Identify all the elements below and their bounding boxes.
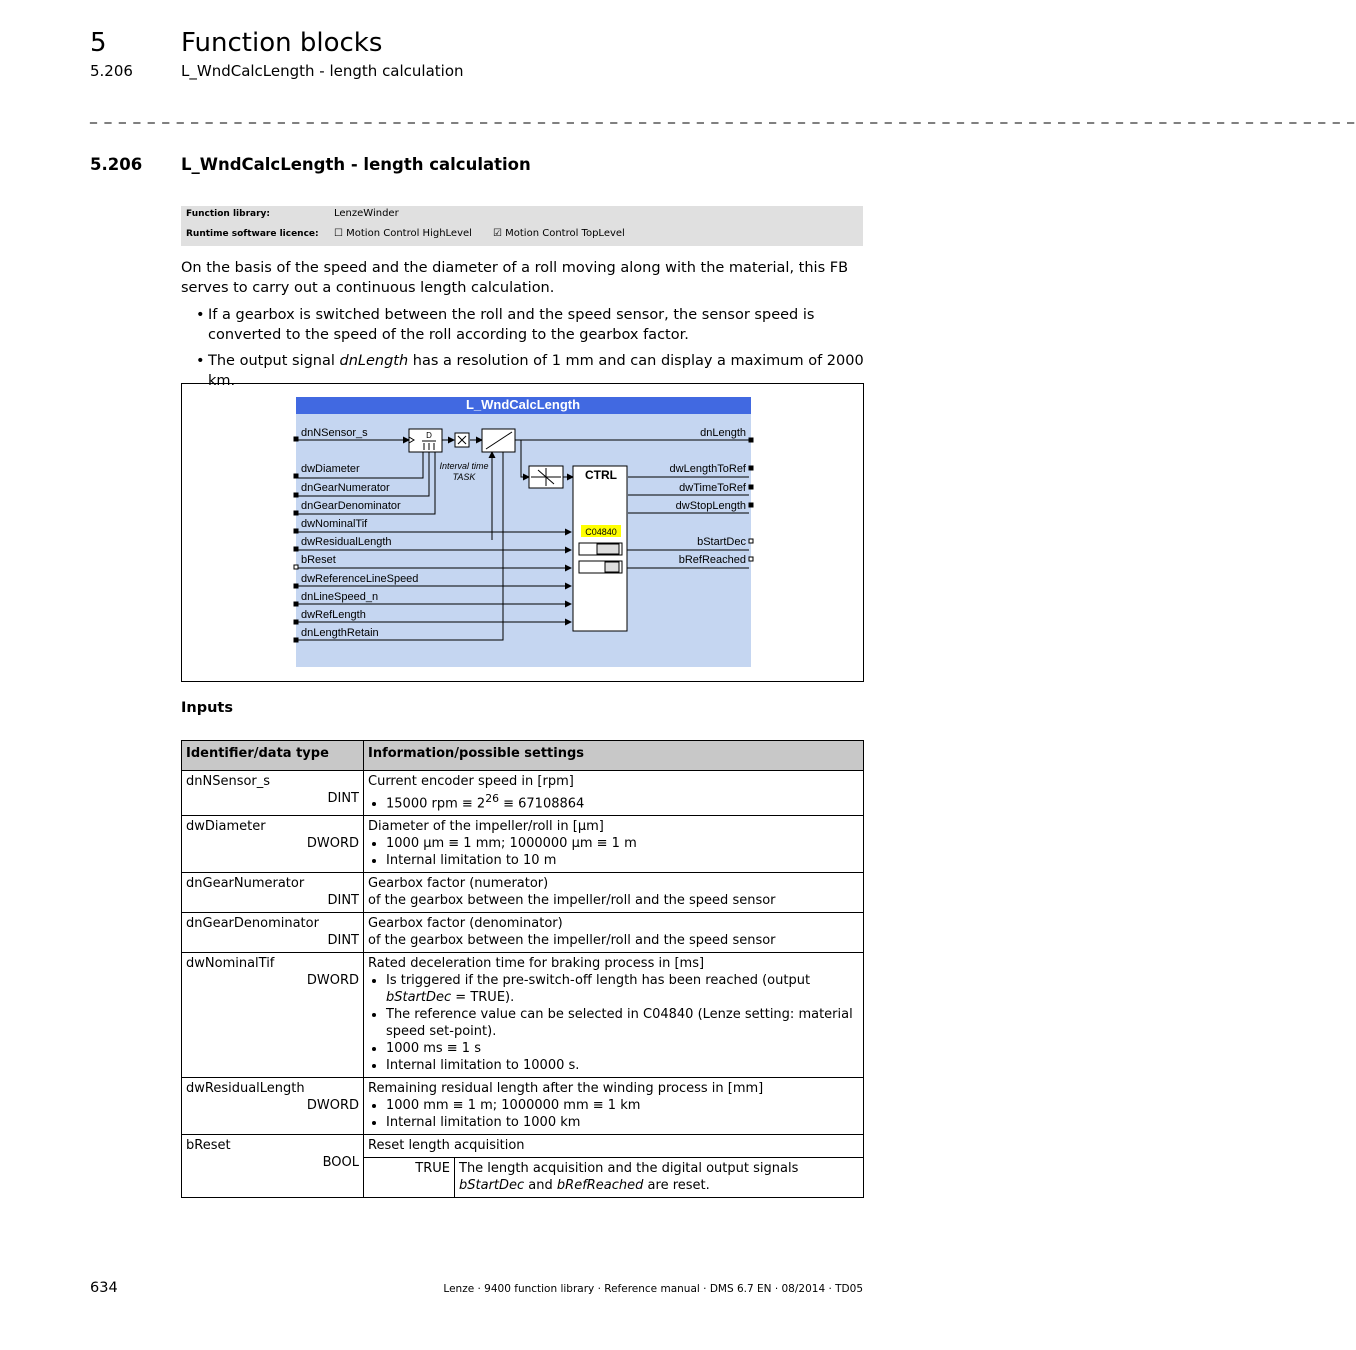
output-port-dnLength <box>749 438 753 442</box>
header-divider: _ _ _ _ _ _ _ _ _ _ _ _ _ _ _ _ _ _ _ _ _ _ _ _ _ _ _ _ _ _ _ _ _ _ _ _ _ _ _ _ _ _ _ _ _ _ _ _ _ _ _ _ _ _ _ _ _ _ _ _ _ _ _ _ _ _ _ _ _ _ _ _ _ _ _ _ _ _ _ _ _ _ _ _ _ _ _ _ <box>90 108 1356 124</box>
input-label-dnLineSpeed_n: dnLineSpeed_n <box>301 591 379 603</box>
param-bullet: • The reference value can be selected in C04840 (Lenze setting: material speed set-point). <box>386 1006 859 1040</box>
param-description: Remaining residual length after the winding process in [mm] <box>368 1081 764 1097</box>
input-label-dnGearNumerator: dnGearNumerator <box>301 482 390 494</box>
table-row <box>182 953 864 1078</box>
param-info-cell <box>364 771 864 816</box>
param-info-cell <box>364 1135 864 1158</box>
param-bullet: • Internal limitation to 1000 km <box>386 1114 859 1131</box>
param-identifier-cell <box>182 771 364 816</box>
input-label-dwRefLength: dwRefLength <box>301 609 366 621</box>
output-port-bStartDec <box>749 539 753 543</box>
function-block-figure <box>181 383 864 682</box>
param-datatype: BOOL <box>322 1155 359 1171</box>
input-port-dnGearNumerator <box>294 493 298 497</box>
param-identifier: dwDiameter <box>186 819 266 835</box>
output-port-dwLengthToRef <box>749 466 753 470</box>
chapter-title: Function blocks <box>181 28 383 58</box>
param-description: Current encoder speed in [rpm] <box>368 774 574 789</box>
param-bullet: • 1000 ms ≡ 1 s <box>386 1040 859 1057</box>
param-identifier: dnNSensor_s <box>186 774 271 789</box>
input-port-dwRefLength <box>294 620 298 624</box>
code-label: C04840 <box>585 527 617 537</box>
param-description: Reset length acquisition <box>368 1138 525 1154</box>
table-row <box>182 913 864 953</box>
param-identifier: dwNominalTif <box>186 956 275 972</box>
output-label-bRefReached: bRefReached <box>678 554 746 566</box>
output-label-dnLength: dnLength <box>700 427 746 439</box>
bstartdec-comparator-fill <box>597 544 619 554</box>
input-port-dwNominalTif <box>294 529 298 533</box>
input-label-dwNominalTif: dwNominalTif <box>301 518 368 530</box>
input-label-dnLengthRetain: dnLengthRetain <box>301 627 379 639</box>
param-info-cell <box>364 953 864 1078</box>
param-bullet: • 1000 mm ≡ 1 m; 1000000 mm ≡ 1 km <box>386 1097 859 1114</box>
brefreached-comparator-fill <box>605 562 619 572</box>
input-label-dnNSensor_s: dnNSensor_s <box>301 427 368 439</box>
param-value: TRUE <box>364 1158 455 1198</box>
footer-doc-info: Lenze · 9400 function library · Reference manual · DMS 6.7 EN · 08/2014 · TD05 <box>443 1283 863 1295</box>
param-datatype: DWORD <box>306 973 359 989</box>
param-bullet: • Internal limitation to 10000 s. <box>386 1057 859 1074</box>
input-port-dwResidualLength <box>294 547 298 551</box>
function-block-diagram <box>182 384 863 681</box>
diagram-title: L_WndCalcLength <box>465 397 581 412</box>
library-value: LenzeWinder <box>334 208 399 219</box>
input-port-dwReferenceLineSpeed <box>294 584 298 588</box>
param-identifier-cell <box>182 873 364 913</box>
table-row <box>182 816 864 873</box>
licence-option-highlevel: ☐ Motion Control HighLevel <box>334 228 472 239</box>
output-label-bStartDec: bStartDec <box>697 536 746 548</box>
input-port-dnNSensor_s <box>294 437 298 441</box>
param-bullet-list <box>368 972 859 1074</box>
table-header-information: Information/possible settings <box>364 741 864 771</box>
output-port-bRefReached <box>749 557 753 561</box>
param-identifier: dnGearDenominator <box>186 916 319 932</box>
output-port-dwTimeToRef <box>749 485 753 489</box>
param-identifier-cell <box>182 1135 364 1198</box>
section-title: L_WndCalcLength - length calculation <box>181 155 531 174</box>
param-description: Diameter of the impeller/roll in [µm] <box>368 819 604 835</box>
output-label-dwTimeToRef: dwTimeToRef <box>679 482 746 494</box>
table-row <box>182 873 864 913</box>
licence-label: Runtime software licence: <box>186 229 319 239</box>
interval-time-label: Interval time <box>439 461 489 471</box>
input-label-dwDiameter: dwDiameter <box>301 463 360 475</box>
param-info-cell <box>364 1078 864 1135</box>
param-identifier-cell <box>182 816 364 873</box>
header-section-number: 5.206 <box>90 62 133 80</box>
param-identifier: dnGearNumerator <box>186 876 305 892</box>
signal-name: dnLength <box>339 353 409 369</box>
section-number: 5.206 <box>90 155 143 174</box>
param-bullet-list <box>368 790 859 812</box>
param-identifier: dwResidualLength <box>186 1081 305 1097</box>
param-description-detail: of the gearbox between the impeller/roll and the speed sensor <box>368 893 776 909</box>
table-row <box>182 1078 864 1135</box>
output-port-dwStopLength <box>749 503 753 507</box>
table-row <box>182 771 864 816</box>
chapter-number: 5 <box>90 28 107 58</box>
param-description: Rated deceleration time for braking process in [ms] <box>368 956 705 972</box>
input-port-dwDiameter <box>294 474 298 478</box>
table-row <box>182 1135 864 1158</box>
input-port-bReset <box>294 565 298 569</box>
d-block-label: D <box>426 431 432 440</box>
input-label-dwResidualLength: dwResidualLength <box>301 536 392 548</box>
param-datatype: DWORD <box>306 836 359 852</box>
bullet-gearbox-text: If a gearbox is switched between the roll and the speed sensor, the sensor speed is converted to the speed of the roll according to the gearbox factor. <box>208 307 815 343</box>
param-description: Gearbox factor (numerator) <box>368 876 549 892</box>
param-identifier-cell <box>182 913 364 953</box>
param-bullet: • Is triggered if the pre-switch-off length has been reached (output bStartDec = TRUE). <box>386 972 859 1006</box>
param-datatype: DINT <box>327 791 359 806</box>
param-description: Gearbox factor (denominator) <box>368 916 563 932</box>
input-label-bReset: bReset <box>301 554 336 566</box>
param-datatype: DINT <box>327 893 359 909</box>
interval-task-label: TASK <box>452 472 476 482</box>
output-label-dwLengthToRef: dwLengthToRef <box>669 463 746 475</box>
param-bullet-list <box>368 1097 859 1131</box>
param-info-cell <box>364 816 864 873</box>
library-label: Function library: <box>186 209 270 219</box>
licence-option-toplevel: ☑ Motion Control TopLevel <box>493 228 625 239</box>
page-number: 634 <box>90 1280 118 1296</box>
license-box <box>181 206 863 246</box>
header-section-title: L_WndCalcLength - length calculation <box>181 62 464 80</box>
input-label-dnGearDenominator: dnGearDenominator <box>301 500 401 512</box>
intro-paragraph: On the basis of the speed and the diameter of a roll moving along with the material, this FB serves to carry out a continuous length calculation. <box>181 260 849 296</box>
param-bullet: • 15000 rpm ≡ $2^{26} \equiv 67108864$ <box>386 790 859 812</box>
input-port-dnGearDenominator <box>294 511 298 515</box>
input-port-dnLineSpeed_n <box>294 602 298 606</box>
inputs-heading: Inputs <box>181 700 233 716</box>
output-label-dwStopLength: dwStopLength <box>675 500 746 512</box>
param-bullet-list <box>368 835 859 869</box>
param-identifier-cell <box>182 953 364 1078</box>
param-value-description: The length acquisition and the digital output signals bStartDec and bRefReached are reset. <box>455 1158 864 1198</box>
param-datatype: DINT <box>327 933 359 949</box>
inputs-table <box>181 740 864 1198</box>
input-port-dnLengthRetain <box>294 638 298 642</box>
param-datatype: DWORD <box>306 1098 359 1114</box>
param-info-cell <box>364 913 864 953</box>
input-label-dwReferenceLineSpeed: dwReferenceLineSpeed <box>301 573 419 585</box>
param-bullet: • 1000 µm ≡ 1 mm; 1000000 µm ≡ 1 m <box>386 835 859 852</box>
table-header-identifier: Identifier/data type <box>182 741 364 771</box>
param-identifier-cell <box>182 1078 364 1135</box>
param-info-cell <box>364 873 864 913</box>
param-description-detail: of the gearbox between the impeller/roll and the speed sensor <box>368 933 776 949</box>
param-bullet: • Internal limitation to 10 m <box>386 852 859 869</box>
param-identifier: bReset <box>186 1138 231 1154</box>
ctrl-label: CTRL <box>585 468 617 482</box>
